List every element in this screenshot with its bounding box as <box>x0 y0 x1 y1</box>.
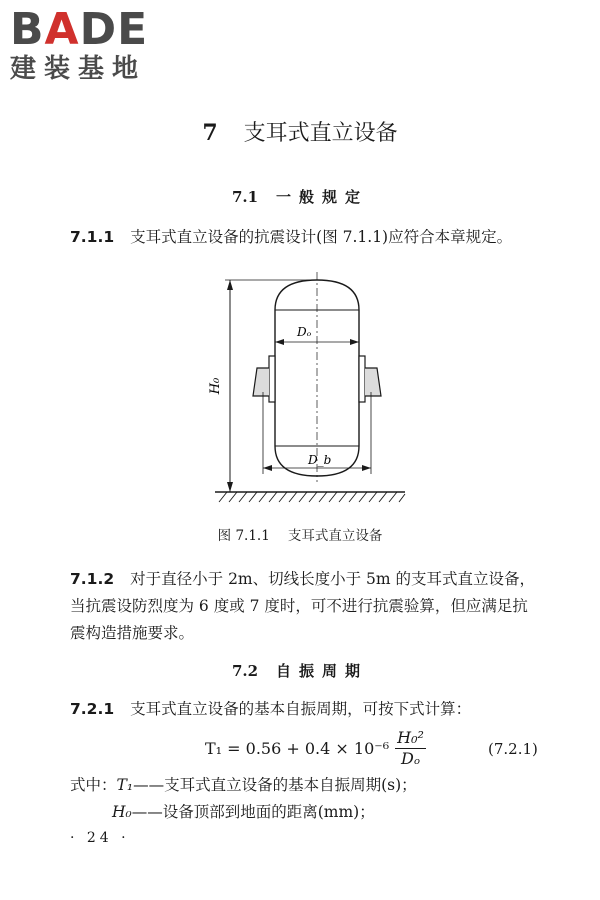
clause-text: 支耳式直立设备的抗震设计(图 7.1.1)应符合本章规定。 <box>130 228 513 246</box>
figure-number: 图 7.1.1 <box>217 528 270 544</box>
right-lug <box>365 368 381 396</box>
fraction-numerator: H₀² <box>397 728 424 747</box>
formula-7-2-1 <box>205 728 426 769</box>
section-number: 7.1 <box>231 188 259 206</box>
section-heading-7-2 <box>0 660 600 681</box>
logo-subtitle: 建装基地 <box>10 54 147 84</box>
symbol-definitions <box>70 772 417 826</box>
clause-number: 7.2.1 <box>70 700 115 718</box>
chapter-heading <box>0 116 600 147</box>
equation-number: (7.2.1) <box>488 740 538 758</box>
formula-lhs: T₁ = 0.56 + 0.4 × 10⁻⁶ <box>205 739 390 758</box>
clause-7-1-2 <box>70 566 560 647</box>
label-H0: H₀ <box>208 377 223 395</box>
clause-number: 7.1.1 <box>70 228 115 246</box>
page-number: · 24 · <box>70 830 130 846</box>
equipment-figure <box>205 268 415 508</box>
clause-number: 7.1.2 <box>70 570 115 588</box>
clause-text: 支耳式直立设备的基本自振周期，可按下式计算： <box>130 700 472 718</box>
formula-fraction <box>395 728 426 769</box>
clause-7-1-1 <box>70 224 560 251</box>
left-lug-plate <box>269 356 275 402</box>
clause-7-2-1 <box>70 696 560 723</box>
clause-line-2: 当抗震设防烈度为 6 度或 7 度时，可不进行抗震验算，但应满足抗 <box>70 597 528 615</box>
definition-T1: 式中：T₁——支耳式直立设备的基本自振周期(s)； <box>70 776 417 794</box>
label-Db: D_b <box>308 453 332 467</box>
section-number: 7.2 <box>231 662 259 680</box>
logo-wordmark: BADE <box>10 4 149 55</box>
logo-accent-letter: A <box>44 4 80 55</box>
arrow-down <box>227 482 233 492</box>
section-heading-7-1 <box>0 186 600 207</box>
definition-H0: H₀——设备顶部到地面的距离(mm)； <box>112 803 375 821</box>
section-title: 一般规定 <box>276 188 369 206</box>
ground-hatch <box>219 492 405 502</box>
clause-line-1: 对于直径小于 2m、切线长度小于 5m 的支耳式直立设备， <box>130 570 536 588</box>
chapter-number: 7 <box>202 120 218 146</box>
arrow-up <box>227 280 233 290</box>
figure-title: 支耳式直立设备 <box>287 528 383 544</box>
chapter-title: 支耳式直立设备 <box>243 121 398 146</box>
figure-caption <box>0 524 600 544</box>
section-title: 自振周期 <box>276 662 369 680</box>
fraction-denominator: Dₒ <box>401 749 420 768</box>
right-lug-plate <box>359 356 365 402</box>
left-lug <box>253 368 269 396</box>
brand-logo <box>10 4 149 84</box>
label-Do: Dₒ <box>297 325 312 339</box>
clause-line-3: 震构造措施要求。 <box>70 624 195 642</box>
